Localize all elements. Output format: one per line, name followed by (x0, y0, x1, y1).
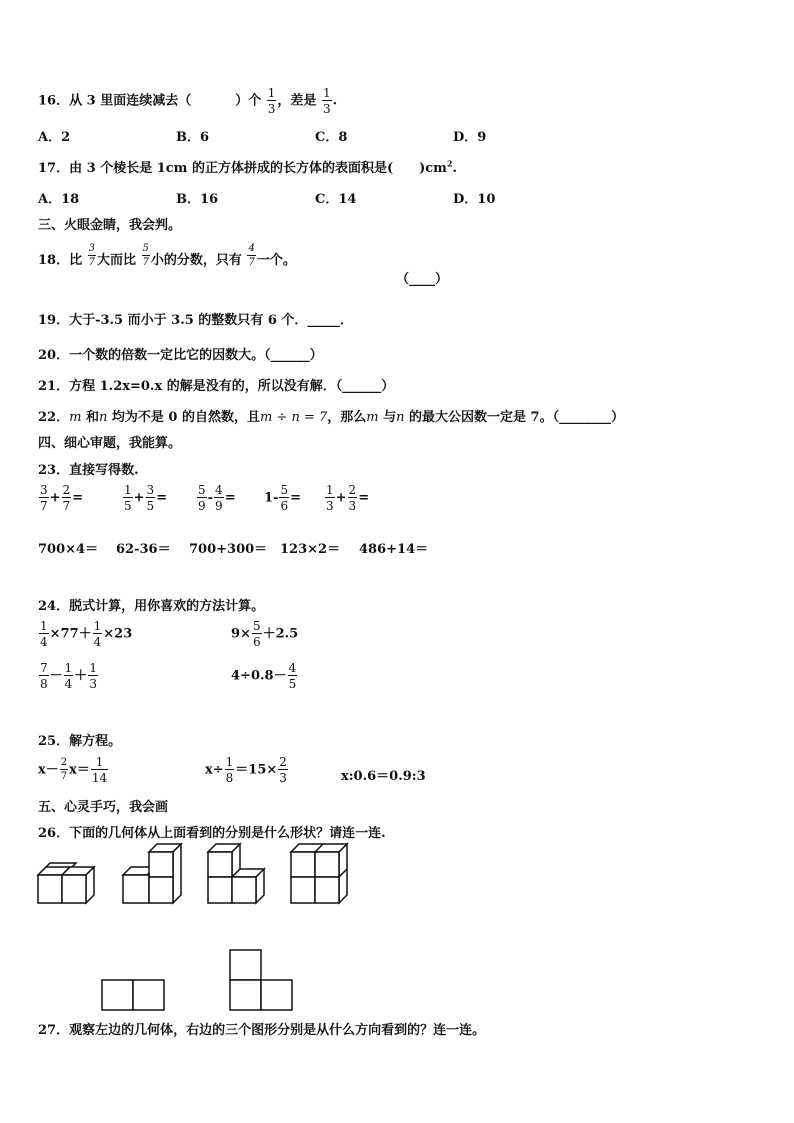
q23-item-2: $\frac{1}{5}$ + $\frac{3}{5}$ = (124, 483, 168, 513)
q16-option-d[interactable]: D．9 (453, 130, 487, 145)
q25-eq-3: x:0.6＝0.9:3 (341, 769, 426, 784)
q25-title: 25．解方程。 (38, 734, 122, 749)
q16-stem: 16．从 3 里面连续减去（ ）个 $\frac{1}{3}$ ，差是 $\frac{1}{3}$ . (38, 86, 338, 116)
top-view-shape-2[interactable] (228, 948, 294, 1012)
q23-item-5: $\frac{1}{3}$ + $\frac{2}{3}$ = (326, 483, 370, 513)
q25-eq-2: x÷ $\frac{1}{8}$ ＝15× $\frac{2}{3}$ (205, 755, 287, 785)
section-4-title: 四、细心审题，我能算。 (38, 436, 182, 451)
q23-item-1: $\frac{3}{7}$ + $\frac{2}{7}$ = (40, 483, 84, 513)
fraction: $\frac{5}{7}$ (142, 243, 149, 268)
fraction: $\frac{3}{7}$ (88, 243, 95, 268)
q18-answer-blank[interactable]: （____） (396, 272, 449, 287)
q17-option-c[interactable]: C．14 (315, 192, 357, 207)
q16-option-c[interactable]: C．8 (315, 130, 348, 145)
q16-option-a[interactable]: A．2 (38, 130, 71, 145)
q23-row2-item-3: 700+300＝ (189, 542, 268, 557)
q26-stem: 26．下面的几何体从上面看到的分别是什么形状？请连一连. (38, 826, 386, 841)
q24-expr-3: $\frac{7}{8}$ － $\frac{1}{4}$ ＋ $\frac{1}{3}$ (40, 661, 97, 691)
q21-stem[interactable]: 21．方程 1.2x=0.x 的解是没有的，所以没有解．（______） (38, 379, 395, 394)
q22-stem[interactable]: 22．m 和n 均为不是 0 的自然数，且m ÷ n = 7，那么m 与n 的最大公因数一定是 7。（________） (38, 410, 625, 425)
q23-row2-item-5: 486+14＝ (359, 542, 429, 557)
q23-row2-item-1: 700×4＝ (38, 542, 99, 557)
solid-figure-1[interactable] (36, 858, 102, 908)
q24-expr-2: 9× $\frac{5}{6}$ ＋2.5 (231, 619, 299, 649)
q16-option-b[interactable]: B．6 (176, 130, 210, 145)
q19-stem[interactable]: 19．大于-3.5 而小于 3.5 的整数只有 6 个．_____． (38, 313, 353, 328)
q17-option-d[interactable]: D．10 (453, 192, 496, 207)
q24-expr-4: 4÷0.8－ $\frac{4}{5}$ (231, 661, 297, 691)
section-5-title: 五、心灵手巧，我会画 (38, 800, 169, 815)
solid-figure-3[interactable] (206, 842, 268, 908)
fraction: $\frac{1}{3}$ (267, 86, 276, 116)
q18-stem: 18．比 $\frac{3}{7}$ 大而比 $\frac{5}{7}$ 小的分数，只有 $\frac{4}{7}$ 一个。 (38, 243, 296, 268)
fraction: $\frac{4}{7}$ (248, 243, 255, 268)
solid-figure-4[interactable] (289, 842, 353, 908)
q23-item-3: $\frac{5}{9}$ - $\frac{4}{9}$ = (198, 483, 236, 513)
fraction: $\frac{1}{3}$ (322, 86, 331, 116)
solid-figure-2[interactable] (121, 842, 185, 908)
q24-title: 24．脱式计算，用你喜欢的方法计算。 (38, 599, 265, 614)
section-3-title: 三、火眼金睛，我会判。 (38, 218, 182, 233)
top-view-shape-1[interactable] (100, 978, 166, 1012)
q17-stem: 17．由 3 个棱长是 1cm 的正方体拼成的长方体的表面积是( )$cm^2$. (38, 158, 458, 176)
q24-expr-1: $\frac{1}{4}$ ×77＋ $\frac{1}{4}$ ×23 (40, 619, 133, 649)
q17-option-b[interactable]: B．16 (176, 192, 219, 207)
q23-row2-item-2: 62-36＝ (116, 542, 171, 557)
q25-eq-1: x－ $\frac{2}{7}$ x＝ $\frac{1}{14}$ (38, 755, 108, 785)
q23-row2-item-4: 123×2＝ (280, 542, 341, 557)
q23-item-4: 1- $\frac{5}{6}$ = (264, 483, 301, 513)
q27-stem: 27．观察左边的几何体，右边的三个图形分别是从什么方向看到的？连一连。 (38, 1023, 486, 1038)
q23-title: 23．直接写得数. (38, 463, 139, 478)
q20-stem[interactable]: 20．一个数的倍数一定比它的因数大。（______） (38, 348, 323, 363)
q17-option-a[interactable]: A．18 (38, 192, 80, 207)
